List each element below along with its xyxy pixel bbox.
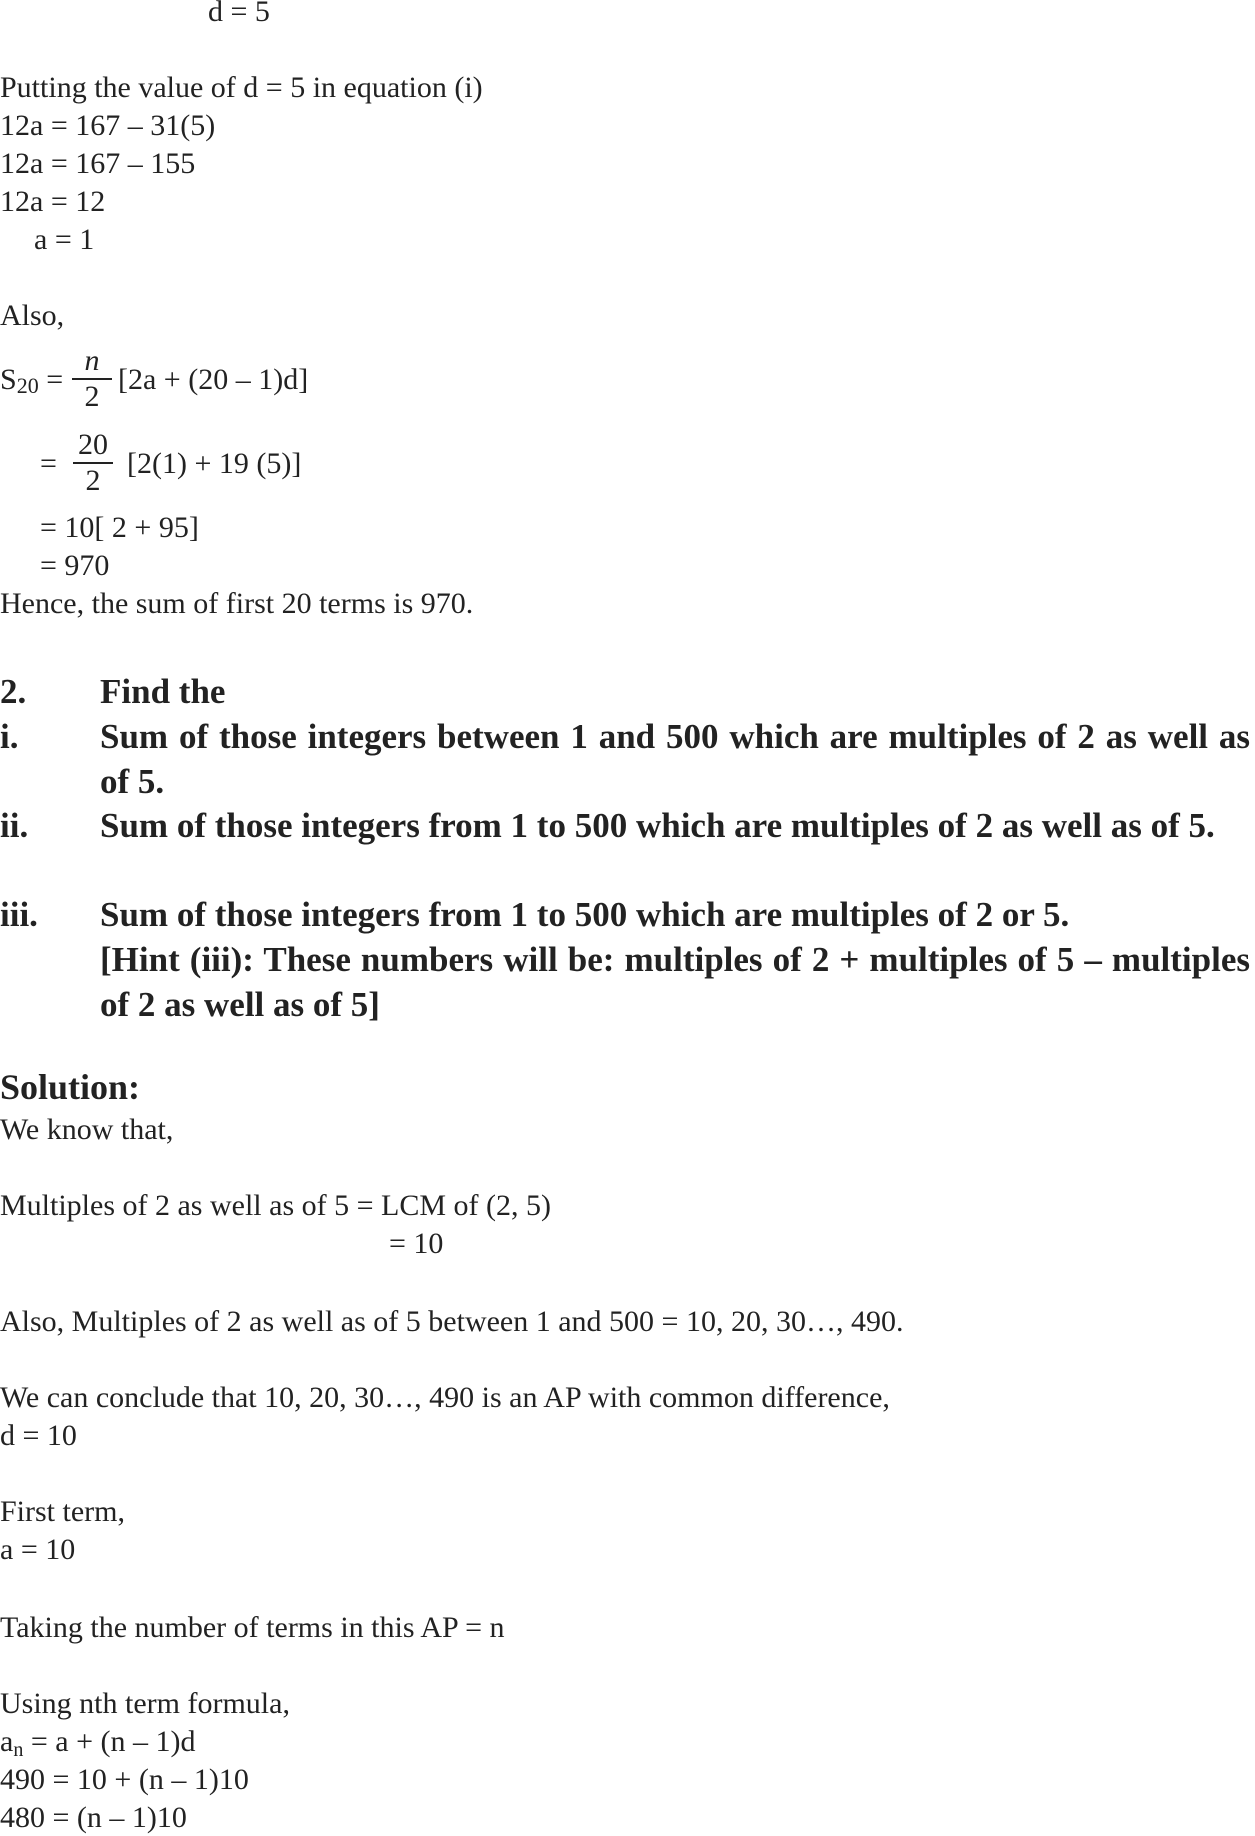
solution-line: Also, Multiples of 2 as well as of 5 between 1 and 500 = 10, 20, 30…, 490. (0, 1305, 904, 1338)
equation-line: 12a = 167 – 155 (0, 147, 196, 180)
item-marker: iii. (0, 895, 38, 934)
equation-line: a = 1 (34, 223, 95, 256)
equation-line: = 970 (40, 549, 110, 582)
conclusion-line: Hence, the sum of first 20 terms is 970. (0, 587, 474, 620)
an-rest: = a + (n – 1)d (23, 1725, 196, 1758)
fraction-numerator: n (72, 344, 112, 380)
d-equation: d = 5 (208, 0, 270, 28)
s20-label (0, 362, 63, 404)
s20-bracket: [2a + (20 – 1)d] (118, 363, 309, 396)
solution-line: 490 = 10 + (n – 1)10 (0, 1763, 249, 1796)
equation-line: 12a = 167 – 31(5) (0, 109, 216, 142)
an-subscript: n (13, 1739, 24, 1761)
question-item: Sum of those integers between 1 and 500 which are multiples of 2 as well as of 5. (100, 717, 1250, 801)
s20-equals: = (38, 363, 64, 396)
question-number: 2. (0, 672, 27, 711)
question-item: Sum of those integers from 1 to 500 which are multiples of 2 as well as of 5. (100, 806, 1215, 845)
solution-line: 480 = (n – 1)10 (0, 1801, 187, 1834)
fraction-n-over-2 (72, 344, 112, 414)
fraction-20-over-2 (73, 428, 113, 498)
lcm-value: = 10 (389, 1227, 444, 1260)
equation-line: 12a = 12 (0, 185, 106, 218)
question-title: Find the (100, 672, 226, 711)
putting-line: Putting the value of d = 5 in equation (i) (0, 71, 483, 104)
solution-line: Taking the number of terms in this AP = n (0, 1611, 505, 1644)
fraction-denominator: 2 (85, 464, 101, 497)
solution-line: We know that, (0, 1113, 174, 1146)
question-hint: [Hint (iii): These numbers will be: multiples of 2 + multiples of 5 – multiples of 2 as well as of 5] (100, 940, 1250, 1024)
solution-line: a = 10 (0, 1533, 76, 1566)
solution-line: We can conclude that 10, 20, 30…, 490 is an AP with common difference, (0, 1381, 890, 1414)
item-marker: i. (0, 717, 19, 756)
equals-sign: = (40, 447, 57, 480)
equation-line: = 10[ 2 + 95] (40, 511, 199, 544)
also-label: Also, (0, 299, 65, 332)
lcm-line: Multiples of 2 as well as of 5 = LCM of (2, 5) (0, 1189, 552, 1222)
solution-line: First term, (0, 1495, 125, 1528)
s20-letter: S (0, 363, 17, 396)
question-item: Sum of those integers from 1 to 500 which are multiples of 2 or 5. (100, 895, 1070, 934)
solution-heading: Solution: (0, 1067, 141, 1107)
an-letter: a (0, 1725, 14, 1758)
s20-subscript: 20 (16, 373, 39, 398)
item-marker: ii. (0, 806, 29, 845)
solution-line: d = 10 (0, 1419, 77, 1452)
fraction-numerator: 20 (73, 428, 113, 464)
solution-line: Using nth term formula, (0, 1687, 290, 1720)
fraction-denominator: 2 (84, 380, 100, 413)
equation-line: [2(1) + 19 (5)] (127, 447, 302, 480)
